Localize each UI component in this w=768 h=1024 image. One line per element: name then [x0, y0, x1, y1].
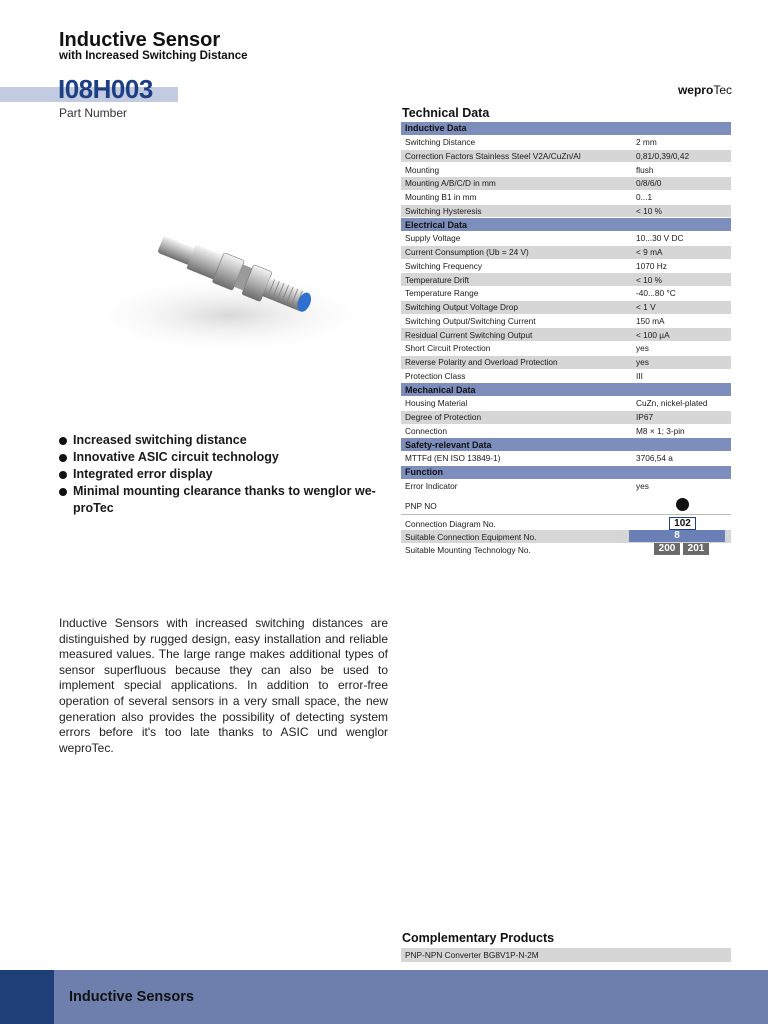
- table-row: [401, 204, 731, 218]
- table-row: [401, 452, 731, 466]
- section-label: Electrical Data: [401, 218, 731, 232]
- mounting-technology-badge[interactable]: 200: [654, 543, 680, 555]
- row-value: flush: [632, 163, 731, 177]
- row-value: 3706,54 a: [632, 452, 731, 466]
- row-value: 0,81/0,39/0,42: [632, 149, 731, 163]
- connection-equipment-badge[interactable]: 8: [629, 530, 725, 542]
- section-label: Function: [401, 465, 731, 479]
- row-value: yes: [632, 342, 731, 356]
- row-value: M8 × 1; 3-pin: [632, 424, 731, 438]
- complementary-product-row: [401, 948, 731, 962]
- row-value: yes: [632, 479, 731, 493]
- feature-list: [59, 432, 394, 517]
- row-label: Switching Frequency: [401, 259, 632, 273]
- table-section-header: [401, 122, 731, 135]
- row-label: Switching Distance: [401, 135, 632, 149]
- table-row: [401, 479, 731, 493]
- table-row: [401, 397, 731, 411]
- row-value: 2 mm: [632, 135, 731, 149]
- row-value: 150 mA: [632, 314, 731, 328]
- row-label: Degree of Protection: [401, 410, 632, 424]
- row-value: CuZn, nickel-plated: [632, 397, 731, 411]
- row-value: yes: [632, 355, 731, 369]
- row-value: 1070 Hz: [632, 259, 731, 273]
- row-label: Temperature Range: [401, 287, 632, 301]
- row-value: IP67: [632, 410, 731, 424]
- table-row: [401, 424, 731, 438]
- table-row: [401, 163, 731, 177]
- table-section-header: [401, 438, 731, 452]
- table-section-header: [401, 465, 731, 479]
- bullet-icon: [59, 437, 67, 445]
- row-label: Error Indicator: [401, 479, 632, 493]
- page-subtitle: with Increased Switching Distance: [59, 50, 248, 62]
- row-value: 0...1: [632, 190, 731, 204]
- page-title: Inductive Sensor: [59, 29, 221, 51]
- table-row: [401, 232, 731, 246]
- row-value: < 10 %: [632, 273, 731, 287]
- connection-diagram-row: [401, 517, 731, 530]
- row-label: Switching Hysteresis: [401, 204, 632, 218]
- row-label: Mounting A/B/C/D in mm: [401, 177, 632, 191]
- section-label: Mechanical Data: [401, 383, 731, 397]
- table-row: [401, 342, 731, 356]
- table-row: [401, 149, 731, 163]
- brand-logo: [660, 83, 732, 97]
- row-label: Connection: [401, 424, 632, 438]
- table-section-header: [401, 218, 731, 232]
- row-label: MTTFd (EN ISO 13849-1): [401, 452, 632, 466]
- connection-equipment-row: [401, 530, 731, 543]
- feature-item: Minimal mounting clearance thanks to wenglor we-proTec: [59, 483, 394, 517]
- feature-item: Innovative ASIC circuit technology: [59, 449, 394, 466]
- row-value: < 9 mA: [632, 245, 731, 259]
- brand-logo-rest: Tec: [713, 83, 732, 97]
- pnp-no-label: PNP NO: [405, 501, 437, 511]
- row-label: Switching Output Voltage Drop: [401, 300, 632, 314]
- table-row: [401, 135, 731, 149]
- row-value: < 10 %: [632, 204, 731, 218]
- row-label: Housing Material: [401, 397, 632, 411]
- table-row: [401, 245, 731, 259]
- feature-item: Integrated error display: [59, 466, 394, 483]
- table-row: [401, 259, 731, 273]
- row-label: Residual Current Switching Output: [401, 328, 632, 342]
- brand-logo-bold: wepro: [677, 83, 714, 97]
- table-row: [401, 328, 731, 342]
- table-row: [401, 355, 731, 369]
- table-row: [401, 273, 731, 287]
- table-row: [401, 190, 731, 204]
- row-label: Supply Voltage: [401, 232, 632, 246]
- table-row: [401, 369, 731, 383]
- row-label: Temperature Drift: [401, 273, 632, 287]
- bullet-icon: [59, 454, 67, 462]
- technical-data-table: [401, 122, 731, 493]
- row-label: Mounting B1 in mm: [401, 190, 632, 204]
- mounting-technology-badge[interactable]: 201: [683, 543, 709, 555]
- row-label: Protection Class: [401, 369, 632, 383]
- connection-equipment-label: Suitable Connection Equipment No.: [405, 532, 537, 542]
- mounting-technology-label: Suitable Mounting Technology No.: [405, 545, 531, 555]
- row-value: 10...30 V DC: [632, 232, 731, 246]
- row-value: III: [632, 369, 731, 383]
- row-value: < 100 µA: [632, 328, 731, 342]
- filled-circle-icon: [676, 498, 689, 511]
- part-number: I08H003: [58, 74, 153, 104]
- row-value: < 1 V: [632, 300, 731, 314]
- row-label: Correction Factors Stainless Steel V2A/CuZn/Al: [401, 149, 632, 163]
- product-description: Inductive Sensors with increased switching distances are distinguished by rugged design, easy installation and reliable measured values. The large range makes additional types of sensor superfluous because they can also be used to implement special applications. In addition to error-free operation of several sensors in a very small space, the new generation also provides the possibility of detecting system errors before it's too late thanks to ASIC und wenglor weproTec.: [59, 616, 388, 755]
- row-label: Switching Output/Switching Current: [401, 314, 632, 328]
- bullet-icon: [59, 471, 67, 479]
- pnp-no-row: [401, 497, 731, 515]
- table-section-header: [401, 383, 731, 397]
- connection-diagram-label: Connection Diagram No.: [405, 519, 496, 529]
- row-label: Mounting: [401, 163, 632, 177]
- table-row: [401, 287, 731, 301]
- row-value: -40...80 °C: [632, 287, 731, 301]
- section-label: Safety-relevant Data: [401, 438, 731, 452]
- sensor-photo: [59, 125, 389, 365]
- row-label: Short Circuit Protection: [401, 342, 632, 356]
- mounting-technology-row: [401, 543, 731, 556]
- feature-item: Increased switching distance: [59, 432, 394, 449]
- footer-accent: [0, 970, 54, 1024]
- complementary-product-item: PNP-NPN Converter BG8V1P-N-2M: [405, 950, 539, 960]
- bullet-icon: [59, 488, 67, 496]
- table-row: [401, 177, 731, 191]
- row-label: Reverse Polarity and Overload Protection: [401, 355, 632, 369]
- table-row: [401, 300, 731, 314]
- connection-diagram-badge[interactable]: 102: [669, 517, 696, 530]
- footer-label: Inductive Sensors: [69, 989, 194, 1005]
- complementary-products-title: Complementary Products: [402, 931, 555, 945]
- table-row: [401, 410, 731, 424]
- section-label: Inductive Data: [401, 122, 731, 135]
- technical-data-title: Technical Data: [402, 106, 490, 120]
- row-label: Current Consumption (Ub = 24 V): [401, 245, 632, 259]
- part-number-label: Part Number: [59, 106, 128, 120]
- table-row: [401, 314, 731, 328]
- row-value: 0/8/6/0: [632, 177, 731, 191]
